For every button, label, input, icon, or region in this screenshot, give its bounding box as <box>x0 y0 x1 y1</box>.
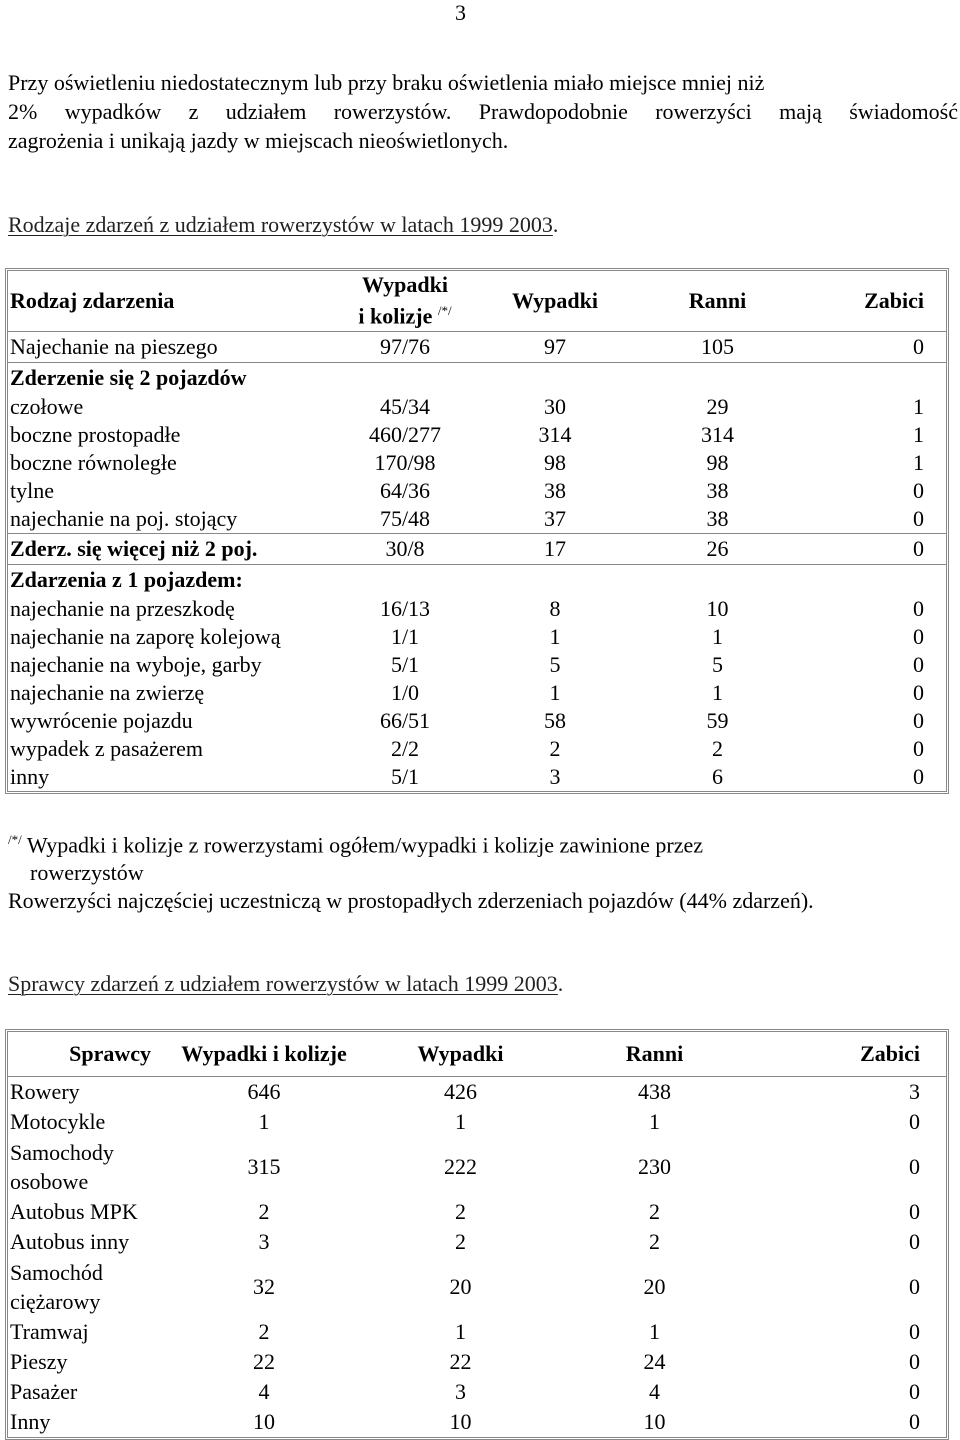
cell-label: Zderz. się więcej niż 2 poj. <box>10 536 258 561</box>
footnote-line: rowerzystów <box>30 860 144 886</box>
cell-r: 438 <box>638 1079 671 1104</box>
cell-label: najechanie na zaporę kolejową <box>10 624 281 649</box>
cell-w: 2 <box>455 1199 466 1224</box>
cell-label: najechanie na przeszkodę <box>10 596 235 621</box>
cell-wk: 1 <box>258 1109 270 1134</box>
cell-label: najechanie na zwierzę <box>10 680 205 705</box>
group-title-row <box>8 565 946 595</box>
cell-z: 0 <box>913 596 924 621</box>
cell-r: 38 <box>706 478 729 503</box>
cell-r: 26 <box>706 536 729 561</box>
cell-w: 3 <box>455 1379 466 1404</box>
group-single-vehicle <box>8 565 946 791</box>
cell-r: 5 <box>712 652 723 677</box>
cell-label: Samochody osobowe <box>10 1140 114 1194</box>
cell-z: 0 <box>909 1229 920 1254</box>
cell-w: 8 <box>549 596 561 621</box>
table-row <box>8 1377 946 1407</box>
header-accidents: Wypadki <box>511 288 598 313</box>
table-row <box>8 1317 946 1347</box>
table-row <box>8 623 946 651</box>
section-heading-dot: . <box>557 971 564 996</box>
cell-wk: 315 <box>247 1154 281 1179</box>
cell-r: 2 <box>649 1229 660 1254</box>
intro-line: 2% wypadków z udziałem rowerzystów. Prawdopodobnie rowerzyści mają świadomość <box>8 99 958 124</box>
cell-w: 10 <box>449 1409 472 1434</box>
cell-w: 1 <box>455 1319 466 1344</box>
table-row <box>8 595 946 623</box>
cell-label: Autobus inny <box>10 1229 130 1254</box>
cell-wk: 30/8 <box>385 536 425 561</box>
cell-w: 22 <box>449 1349 472 1374</box>
cell-w: 5 <box>549 652 561 677</box>
cell-r: 38 <box>706 506 729 531</box>
table-row <box>8 735 946 763</box>
table-row <box>8 1227 946 1257</box>
cell-w: 426 <box>444 1079 477 1104</box>
cell-z: 0 <box>913 536 924 561</box>
section-heading <box>8 971 563 997</box>
cell-w: 20 <box>449 1274 472 1299</box>
cell-label: boczne prostopadłe <box>10 422 181 447</box>
cell-r: 4 <box>649 1379 660 1404</box>
cell-z: 1 <box>913 422 924 447</box>
intro-line: Przy oświetleniu niedostatecznym lub przy braku oświetlenia miało miejsce mniej niż <box>8 70 765 95</box>
cell-w: 1 <box>549 680 561 705</box>
cell-label: wywrócenie pojazdu <box>10 708 193 733</box>
cell-wk: 5/1 <box>390 652 420 677</box>
footnote-text: Wypadki i kolizje z rowerzystami ogółem/wypadki i kolizje zawinione przez <box>21 832 704 858</box>
cell-w: 314 <box>538 422 572 447</box>
header-perpetrators: Sprawcy <box>69 1041 151 1066</box>
cell-r: 10 <box>706 596 729 621</box>
cell-label: Pieszy <box>10 1349 68 1374</box>
cell-wk: 75/48 <box>379 506 431 531</box>
cell-wk: 1/1 <box>390 624 420 649</box>
cell-z: 1 <box>913 394 924 419</box>
cell-z: 0 <box>909 1274 920 1299</box>
footnote-line <box>8 826 948 859</box>
intro-paragraph <box>8 68 958 155</box>
cell-wk: 4 <box>258 1379 270 1404</box>
cell-z: 0 <box>913 680 924 705</box>
table-row <box>8 707 946 735</box>
cell-wk: 32 <box>253 1274 275 1299</box>
group-title: Zderzenie się 2 pojazdów <box>10 365 247 390</box>
cell-r: 10 <box>643 1409 666 1434</box>
cell-wk: 66/51 <box>379 708 431 733</box>
cell-w: 38 <box>544 478 566 503</box>
events-table <box>5 268 949 794</box>
header-accidents: Wypadki <box>417 1041 504 1066</box>
cell-r: 230 <box>638 1154 671 1179</box>
cell-z: 0 <box>909 1409 920 1434</box>
footnote <box>8 826 948 915</box>
table-row <box>8 763 946 791</box>
cell-wk: 5/1 <box>390 764 420 789</box>
cell-label: Motocykle <box>10 1109 106 1134</box>
header-accidents-collisions: Wypadki i kolizje <box>181 1041 347 1066</box>
footnote-marker: /*/ <box>437 303 452 319</box>
cell-z: 0 <box>913 764 924 789</box>
header-killed: Zabici <box>864 288 924 313</box>
table-row <box>8 1347 946 1377</box>
page-number: 3 <box>455 0 466 25</box>
header-line-text: i kolizje <box>358 303 433 329</box>
header-injured: Ranni <box>688 288 747 313</box>
section-heading <box>8 212 558 238</box>
cell-wk: 460/277 <box>368 422 442 447</box>
cell-w: 37 <box>544 506 566 531</box>
cell-z: 0 <box>913 624 924 649</box>
cell-z: 0 <box>909 1379 920 1404</box>
cell-w: 98 <box>544 450 566 475</box>
cell-label: Pasażer <box>10 1379 78 1404</box>
cell-wk: 16/13 <box>379 596 431 621</box>
group-two-vehicles <box>8 363 946 534</box>
cell-label: Autobus MPK <box>10 1199 138 1224</box>
cell-z: 0 <box>909 1319 920 1344</box>
cell-w: 2 <box>549 736 561 761</box>
cell-z: 0 <box>909 1349 920 1374</box>
header-killed: Zabici <box>860 1041 920 1066</box>
table-row <box>8 1257 946 1317</box>
table-row <box>8 651 946 679</box>
cell-wk: 2 <box>258 1319 270 1344</box>
cell-w: 3 <box>549 764 561 789</box>
cell-wk: 45/34 <box>379 394 431 419</box>
cell-z: 3 <box>909 1079 920 1104</box>
section-heading-dot: . <box>552 212 559 237</box>
cell-label: najechanie na wyboje, garby <box>10 652 262 677</box>
cell-z: 0 <box>913 334 924 359</box>
cell-r: 1 <box>712 624 723 649</box>
cell-w: 58 <box>544 708 566 733</box>
cell-label: Rowery <box>10 1079 80 1104</box>
cell-z: 0 <box>913 652 924 677</box>
table-row <box>8 1137 946 1197</box>
cell-label: Tramwaj <box>10 1319 89 1344</box>
perpetrators-table <box>5 1029 949 1440</box>
header-event-type: Rodzaj zdarzenia <box>10 288 175 313</box>
table-row <box>8 1077 946 1107</box>
cell-label: boczne równoległe <box>10 450 177 475</box>
footnote-marker: /*/ <box>8 832 22 847</box>
section-heading-text: Sprawcy zdarzeń z udziałem rowerzystów w latach 1999 2003 <box>8 971 558 996</box>
header-accidents-collisions <box>331 272 479 329</box>
table-row <box>8 1407 946 1437</box>
cell-r: 2 <box>649 1199 660 1224</box>
cell-r: 1 <box>649 1109 660 1134</box>
table-row <box>8 505 946 533</box>
cell-z: 0 <box>909 1154 920 1179</box>
group-title: Zdarzenia z 1 pojazdem: <box>10 567 243 592</box>
cell-wk: 10 <box>253 1409 275 1434</box>
cell-z: 0 <box>913 736 924 761</box>
cell-label: czołowe <box>10 394 84 419</box>
cell-r: 24 <box>643 1349 666 1374</box>
cell-label: najechanie na poj. stojący <box>10 506 238 531</box>
table-header <box>8 1032 946 1077</box>
cell-label: Inny <box>10 1409 51 1434</box>
cell-wk: 22 <box>253 1349 275 1374</box>
cell-w: 1 <box>455 1109 466 1134</box>
cell-r: 6 <box>712 764 723 789</box>
cell-w: 17 <box>544 536 566 561</box>
section-heading-text: Rodzaje zdarzeń z udziałem rowerzystów w latach 1999 2003 <box>8 212 553 237</box>
group-multi <box>8 534 946 565</box>
header-line: Wypadki <box>361 272 448 298</box>
header-line <box>331 298 479 329</box>
cell-r: 1 <box>712 680 723 705</box>
cell-label: wypadek z pasażerem <box>10 736 204 761</box>
intro-line: zagrożenia i unikają jazdy w miejscach nieoświetlonych. <box>8 128 509 153</box>
table-row <box>8 393 946 421</box>
group-title-row <box>8 363 946 393</box>
table-row <box>8 449 946 477</box>
summary-line: Rowerzyści najczęściej uczestniczą w prostopadłych zderzeniach pojazdów (44% zdarzeń). <box>8 888 814 914</box>
cell-w: 2 <box>455 1229 466 1254</box>
table-header <box>8 271 946 332</box>
cell-wk: 2 <box>258 1199 270 1224</box>
cell-wk: 3 <box>258 1229 270 1254</box>
cell-wk: 1/0 <box>390 680 420 705</box>
cell-z: 1 <box>913 450 924 475</box>
table-row <box>8 1107 946 1137</box>
cell-label: Najechanie na pieszego <box>10 334 218 359</box>
table-row <box>8 332 946 362</box>
cell-r: 314 <box>701 422 734 447</box>
cell-z: 0 <box>913 708 924 733</box>
table-row <box>8 1197 946 1227</box>
cell-w: 1 <box>549 624 561 649</box>
cell-label: inny <box>10 764 50 789</box>
cell-r: 59 <box>706 708 729 733</box>
table-row <box>8 679 946 707</box>
cell-label: Samochód ciężarowy <box>10 1260 103 1314</box>
cell-r: 2 <box>712 736 723 761</box>
cell-w: 97 <box>544 334 566 359</box>
group-pedestrian <box>8 332 946 363</box>
cell-r: 98 <box>706 450 729 475</box>
cell-z: 0 <box>913 506 924 531</box>
table-row <box>8 534 946 564</box>
cell-wk: 64/36 <box>379 478 431 503</box>
cell-label: tylne <box>10 478 54 503</box>
table-row <box>8 421 946 449</box>
cell-r: 20 <box>643 1274 666 1299</box>
cell-r: 1 <box>649 1319 660 1344</box>
cell-wk: 170/98 <box>374 450 436 475</box>
cell-wk: 646 <box>247 1079 281 1104</box>
cell-r: 29 <box>706 394 729 419</box>
table-row <box>8 477 946 505</box>
cell-z: 0 <box>913 478 924 503</box>
cell-wk: 97/76 <box>379 334 431 359</box>
cell-wk: 2/2 <box>390 736 420 761</box>
header-injured: Ranni <box>625 1041 684 1066</box>
cell-z: 0 <box>909 1199 920 1224</box>
cell-r: 105 <box>701 334 734 359</box>
cell-w: 30 <box>544 394 566 419</box>
cell-z: 0 <box>909 1109 920 1134</box>
cell-w: 222 <box>444 1154 477 1179</box>
